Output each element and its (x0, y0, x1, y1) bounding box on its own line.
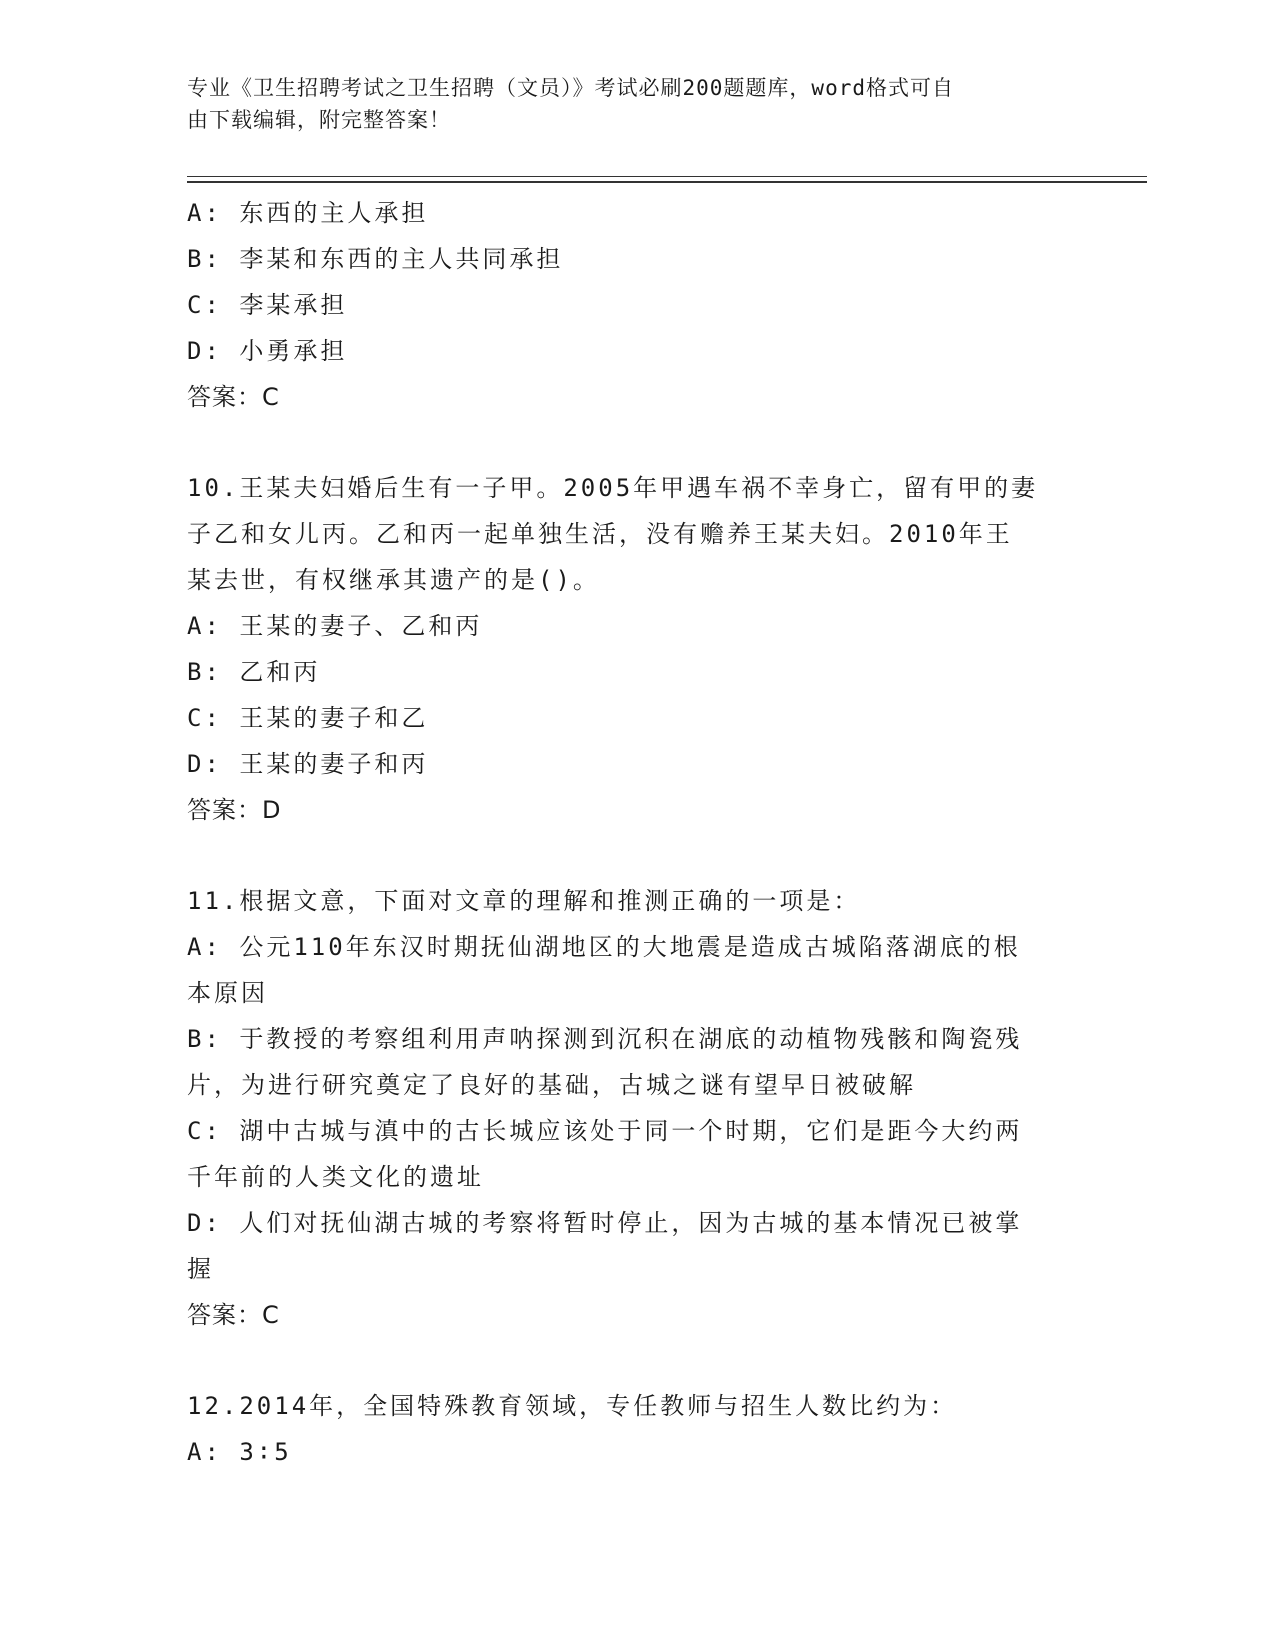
option-c: C: 李某承担 (187, 291, 348, 319)
option-a-continued: 本原因 (187, 979, 268, 1007)
question-stem-line: 10.王某夫妇婚后生有一子甲。2005年甲遇车祸不幸身亡，留有甲的妻 (187, 474, 1039, 502)
answer-label: 答案：C (187, 1301, 280, 1329)
option-b: B: 于教授的考察组利用声呐探测到沉积在湖底的动植物残骸和陶瓷残 (187, 1025, 1023, 1053)
question-11 (187, 878, 1087, 1338)
question-9 (187, 190, 1087, 420)
header-line-1: 专业《卫生招聘考试之卫生招聘（文员）》考试必刷200题题库，word格式可自 (187, 76, 954, 100)
answer-label: 答案：C (187, 383, 280, 411)
header-line-2: 由下载编辑，附完整答案！ (187, 108, 451, 132)
question-list (187, 190, 1087, 1475)
header-divider-thin (187, 176, 1147, 177)
question-stem-line: 子乙和女儿丙。乙和丙一起单独生活，没有赡养王某夫妇。2010年王 (187, 520, 1013, 548)
document-header (187, 72, 1087, 136)
option-a: A: 王某的妻子、乙和丙 (187, 612, 483, 640)
answer-label: 答案：D (187, 796, 282, 824)
option-b: B: 李某和东西的主人共同承担 (187, 245, 564, 273)
option-d-continued: 握 (187, 1255, 214, 1283)
option-b: B: 乙和丙 (187, 658, 321, 686)
option-a: A: 3∶5 (187, 1438, 292, 1466)
question-stem-line: 11.根据文意，下面对文章的理解和推测正确的一项是： (187, 887, 861, 915)
question-10 (187, 465, 1087, 833)
question-12 (187, 1383, 1087, 1475)
option-a: A: 公元110年东汉时期抚仙湖地区的大地震是造成古城陷落湖底的根 (187, 933, 1021, 961)
option-a: A: 东西的主人承担 (187, 199, 429, 227)
option-d: D: 人们对抚仙湖古城的考察将暂时停止，因为古城的基本情况已被掌 (187, 1209, 1023, 1237)
option-c: C: 王某的妻子和乙 (187, 704, 429, 732)
option-c-continued: 千年前的人类文化的遗址 (187, 1163, 484, 1191)
option-c: C: 湖中古城与滇中的古长城应该处于同一个时期，它们是距今大约两 (187, 1117, 1023, 1145)
question-stem-line: 某去世，有权继承其遗产的是()。 (187, 566, 600, 594)
header-divider-thick (187, 181, 1147, 183)
option-b-continued: 片，为进行研究奠定了良好的基础，古城之谜有望早日被破解 (187, 1071, 916, 1099)
option-d: D: 小勇承担 (187, 337, 348, 365)
question-stem-line: 12.2014年，全国特殊教育领域，专任教师与招生人数比约为： (187, 1392, 958, 1420)
option-d: D: 王某的妻子和丙 (187, 750, 429, 778)
